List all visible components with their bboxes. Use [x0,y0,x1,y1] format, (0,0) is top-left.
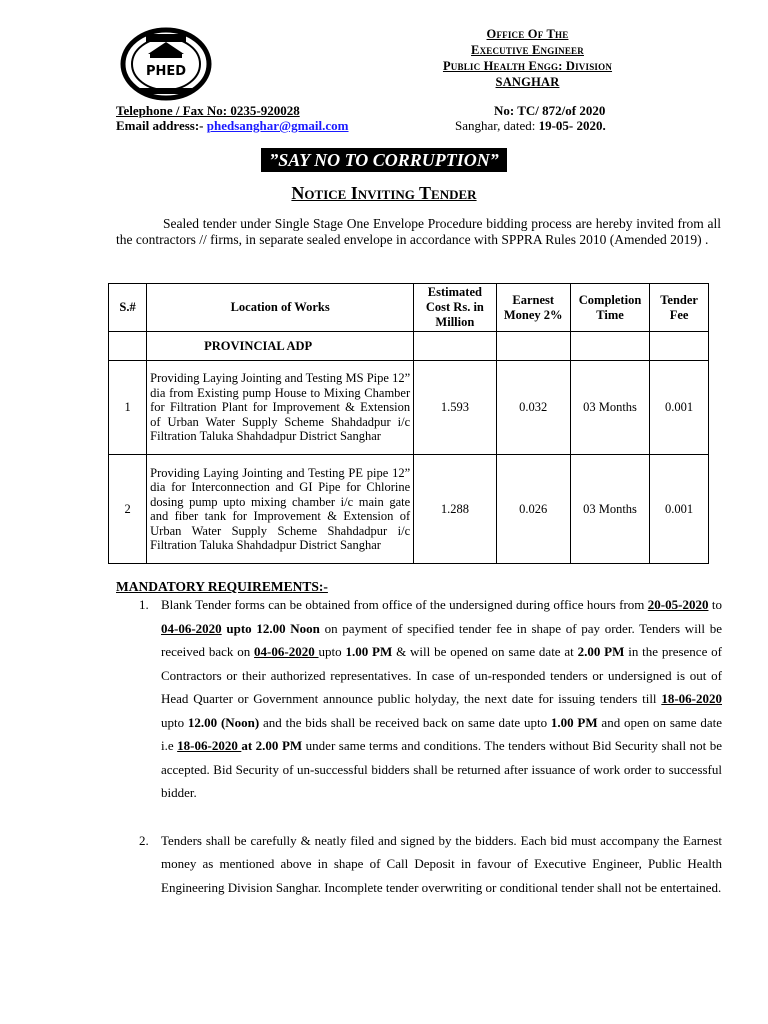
item-text: Tenders shall be carefully & neatly filed and signed by the bidders. Each bid must accompany the Earnest money as mentioned above in shape of Call Deposit in favour of Executive Engineer, Public Health Engineering Division Sanghar. Incomplete tender overwriting or conditional tender shall not be entertained. [161,832,722,896]
table-row [109,361,709,455]
item-text: in the presence of Contractors or their authorized representatives. In case of un-responded tenders or undersigned is out of Head Quarter or Government announce public holyday, the next date for issuing tenders till [161,644,723,706]
time: 1.00 PM [345,644,393,659]
item-text: upto 12.00 Noon [221,620,320,636]
header-earnest: Earnest Money 2% [496,284,570,332]
item-text: upto [318,644,346,659]
slogan-banner: ”SAY NO TO CORRUPTION” [261,148,507,172]
header-fee: Tender Fee [650,284,709,332]
office-heading [415,26,640,90]
requirements-title: MANDATORY REQUIREMENTS:- [116,579,328,594]
contact-block [116,103,349,133]
time: 12.00 [187,714,218,730]
cell-earnest: 0.026 [496,455,570,564]
logo-text: PHED [145,64,187,79]
item-text: under same terms and conditions. The tenders without Bid Security shall not be accepted. Bid Security of un-successful bidders shall be returned after issuance of work order to successful bidder. [161,738,723,800]
works-table [108,283,709,564]
email-label: Email address:- [116,118,207,133]
list-item [116,593,722,805]
dated-label: Sanghar, dated: [455,118,539,133]
item-text: and the bids shall be received back on same date upto [259,714,551,730]
reference-number: No: TC/ 872/of 2020 [494,103,606,118]
requirements-list [116,593,722,900]
dated-value: 19-05- 2020. [538,118,606,133]
section-label: PROVINCIAL ADP [147,332,414,361]
date: 04-06-2020 [254,644,319,659]
office-line: Office Of The [486,27,569,41]
date: 20-05-2020 [647,597,709,612]
office-line: Public Health Engg: Division [442,59,613,73]
cell-cost: 1.288 [414,455,496,564]
item-text: (Noon) [217,714,260,730]
item-text: on payment of specified tender fee in shape of pay order. Tenders will be received back on [161,620,722,659]
item-text: Blank Tender forms can be obtained from office of the undersigned during office hours from [161,597,648,612]
email-link[interactable]: phedsanghar@gmail.com [206,118,349,133]
cell-completion: 03 Months [570,361,649,455]
table-row [109,455,709,564]
item-number: 1. [139,597,149,612]
telephone: Telephone / Fax No: 0235-920028 [116,103,300,118]
date: 18-06-2020 [177,738,242,753]
table-header-row [109,284,709,332]
date: 04-06-2020 [161,620,222,636]
item-text: upto [161,714,188,730]
header-completion: Completion Time [570,284,649,332]
header-sno: S.# [109,284,147,332]
cell-location: Providing Laying Jointing and Testing MS Pipe 12” dia from Existing pump House to Mixing Chamber for Filtration Plant for Improvement & Extension of Urban Water Supply Scheme Shahdadpur i/c Filtration Taluka Shahdadpur District Sanghar [147,361,414,455]
notice-title: Notice Inviting Tender [291,183,477,203]
cell-fee: 0.001 [650,361,709,455]
time: 2.00 PM [577,644,625,659]
office-line: SANGHAR [495,75,560,89]
cell-sno: 1 [109,361,147,455]
item-number: 2. [139,832,149,848]
phed-logo [120,26,212,102]
cell-completion: 03 Months [570,455,649,564]
intro-paragraph: Sealed tender under Single Stage One Envelope Procedure bidding process are hereby invited from all the contractors // firms, in separate sealed envelope in accordance with SPPRA Rules 2010 (Amended 2019) . [116,216,721,247]
cell-fee: 0.001 [650,455,709,564]
cell-location: Providing Laying Jointing and Testing PE pipe 12” dia for Interconnection and GI Pipe for Chlorine dosing pump upto mixing chamber i/c main gate and fiber tank for Improvement & Extension of Urban Water Supply Scheme Shahdadpur i/c Filtration Taluka Shahdadpur District Sanghar [147,455,414,564]
cell-earnest: 0.032 [496,361,570,455]
section-row [109,332,709,361]
time: 1.00 PM [550,714,598,730]
time: at 2.00 PM [241,738,303,753]
item-text: to [708,597,722,612]
header-location: Location of Works [147,284,414,332]
item-text: & will be opened on same date at [392,644,578,659]
office-line: Executive Engineer [471,43,584,57]
reference-block [455,103,606,133]
list-item [116,829,722,900]
header-cost: Estimated Cost Rs. in Million [414,284,496,332]
item-text: and open on same date i.e [161,714,722,753]
cell-cost: 1.593 [414,361,496,455]
cell-sno: 2 [109,455,147,564]
date: 18-06-2020 [661,691,722,706]
